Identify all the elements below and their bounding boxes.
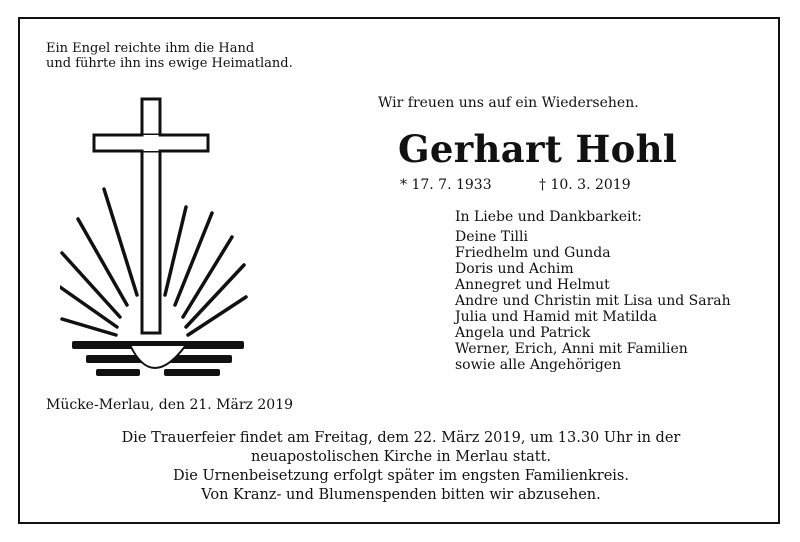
verse-line-1: Ein Engel reichte ihm die Hand	[46, 41, 255, 56]
family-member: Annegret und Helmut	[455, 277, 610, 293]
gratitude-heading: In Liebe und Dankbarkeit:	[455, 209, 642, 225]
verse	[46, 41, 293, 71]
horizon-bars	[72, 341, 244, 376]
verse-line-2: und führte ihn ins ewige Heimatland.	[46, 56, 293, 71]
birth-date: * 17. 7. 1933	[400, 177, 492, 193]
announcement-line-2: neuapostolischen Kirche in Merlau statt.	[250, 449, 552, 465]
place-date: Mücke-Merlau, den 21. März 2019	[46, 397, 294, 413]
family-member: Andre und Christin mit Lisa und Sarah	[455, 293, 731, 309]
announcement-line-3: Die Urnenbeisetzung erfolgt später im engsten Familienkreis.	[173, 468, 629, 484]
family-member: Werner, Erich, Anni mit Familien	[455, 341, 688, 357]
motto: Wir freuen uns auf ein Wiedersehen.	[378, 95, 639, 111]
notice-border	[18, 17, 780, 524]
family-member: sowie alle Angehörigen	[455, 357, 622, 373]
family-member: Friedhelm und Gunda	[455, 245, 611, 261]
family-member: Doris und Achim	[455, 261, 574, 277]
announcement	[20, 429, 782, 505]
family-member: Julia und Hamid mit Matilda	[455, 309, 657, 325]
announcement-line-1: Die Trauerfeier findet am Freitag, dem 22. März 2019, um 13.30 Uhr in der	[121, 430, 681, 446]
announcement-line-4: Von Kranz- und Blumenspenden bitten wir abzusehen.	[201, 487, 601, 503]
cross-joint	[144, 135, 159, 151]
cross-sunrise-icon	[60, 79, 320, 379]
family-member: Deine Tilli	[455, 229, 528, 245]
death-date: † 10. 3. 2019	[539, 177, 631, 193]
family-member: Angela und Patrick	[455, 325, 591, 341]
deceased-name: Gerhart Hohl	[398, 127, 678, 171]
family-list	[455, 229, 731, 373]
